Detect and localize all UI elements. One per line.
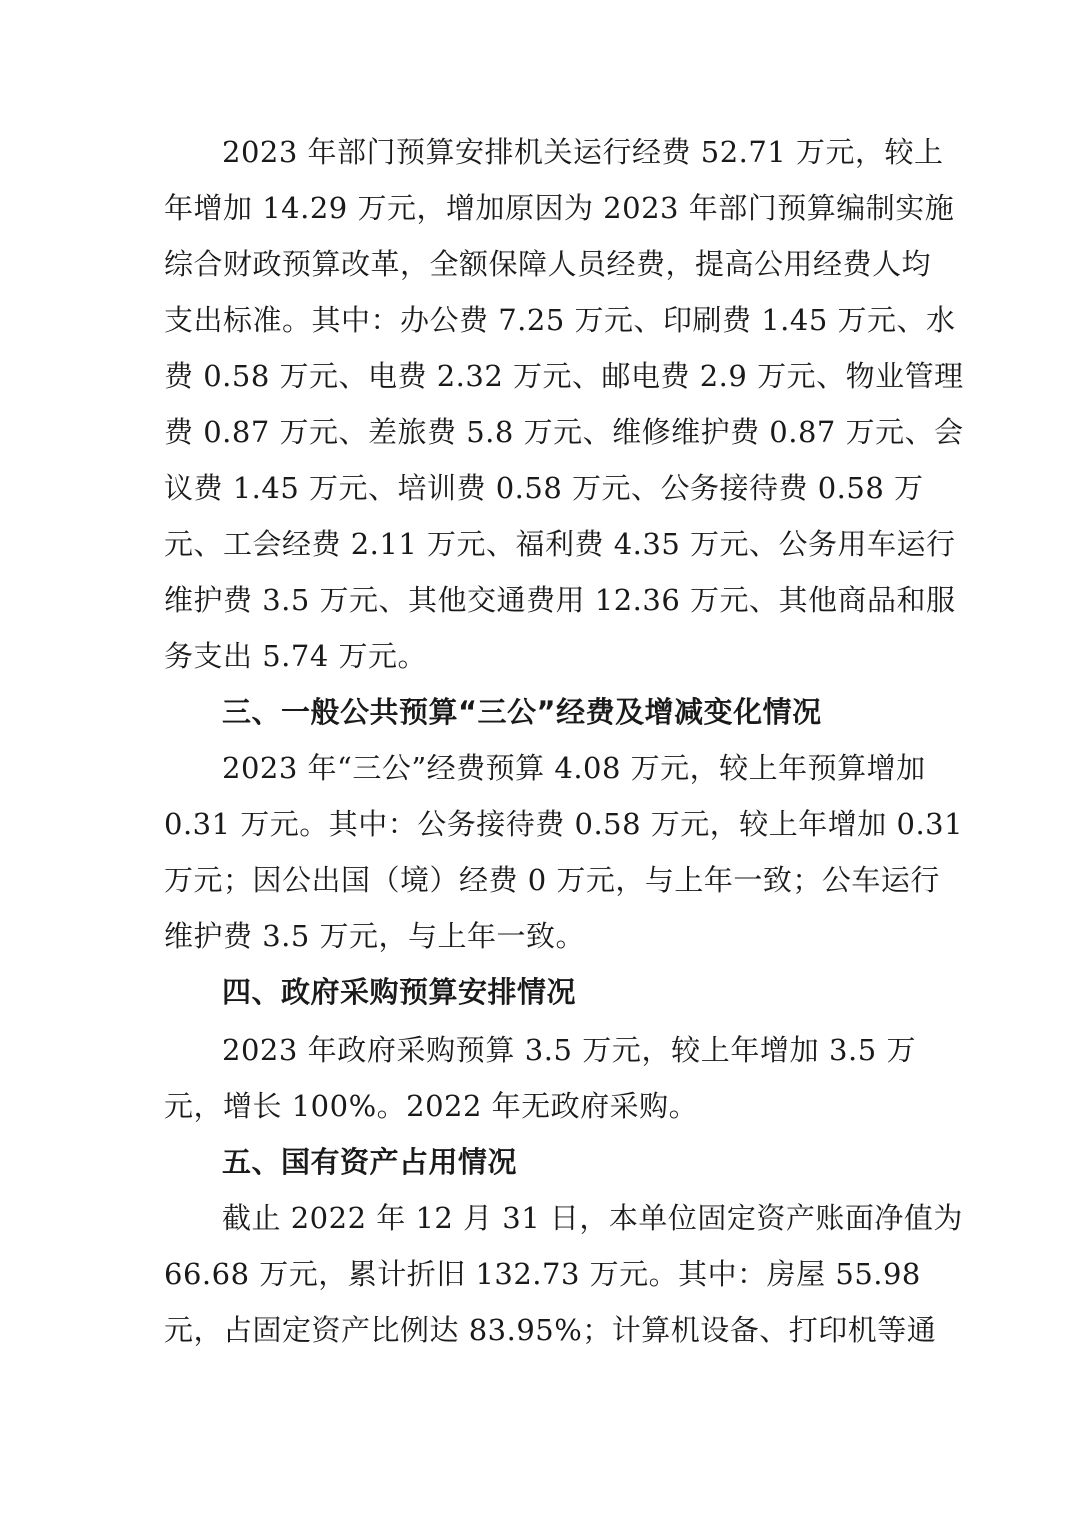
paragraph-line: 0.31 万元。其中：公务接待费 0.58 万元，较上年增加 0.31 (164, 807, 964, 841)
paragraph-line: 务支出 5.74 万元。 (164, 639, 428, 673)
paragraph-line: 年增加 14.29 万元，增加原因为 2023 年部门预算编制实施 (164, 191, 955, 225)
paragraph-line: 维护费 3.5 万元，与上年一致。 (164, 919, 586, 953)
paragraph-line: 元，占固定资产比例达 83.95%；计算机设备、打印机等通 (164, 1313, 937, 1347)
paragraph-line: 维护费 3.5 万元、其他交通费用 12.36 万元、其他商品和服 (164, 583, 956, 617)
paragraph-line: 66.68 万元，累计折旧 132.73 万元。其中：房屋 55.98 (164, 1257, 921, 1291)
paragraph-line: 支出标准。其中：办公费 7.25 万元、印刷费 1.45 万元、水 (164, 303, 956, 337)
paragraph-line: 2023 年部门预算安排机关运行经费 52.71 万元，较上 (222, 135, 944, 169)
section-heading: 四、政府采购预算安排情况 (222, 975, 577, 1009)
paragraph-line: 截止 2022 年 12 月 31 日，本单位固定资产账面净值为 (222, 1201, 963, 1235)
paragraph-line: 议费 1.45 万元、培训费 0.58 万元、公务接待费 0.58 万 (164, 471, 924, 505)
paragraph-line: 费 0.58 万元、电费 2.32 万元、邮电费 2.9 万元、物业管理 (164, 359, 964, 393)
paragraph-line: 2023 年政府采购预算 3.5 万元，较上年增加 3.5 万 (222, 1033, 916, 1067)
paragraph-line: 综合财政预算改革，全额保障人员经费，提高公用经费人均 (164, 247, 932, 281)
paragraph-line: 费 0.87 万元、差旅费 5.8 万元、维修维护费 0.87 万元、会 (164, 415, 964, 449)
paragraph-line: 2023 年“三公”经费预算 4.08 万元，较上年预算增加 (222, 751, 926, 785)
paragraph-line: 元，增长 100%。2022 年无政府采购。 (164, 1089, 699, 1123)
paragraph-line: 万元；因公出国（境）经费 0 万元，与上年一致；公车运行 (164, 863, 940, 897)
section-heading: 三、一般公共预算“三公”经费及增减变化情况 (222, 695, 822, 729)
section-heading: 五、国有资产占用情况 (222, 1145, 518, 1179)
paragraph-line: 元、工会经费 2.11 万元、福利费 4.35 万元、公务用车运行 (164, 527, 956, 561)
